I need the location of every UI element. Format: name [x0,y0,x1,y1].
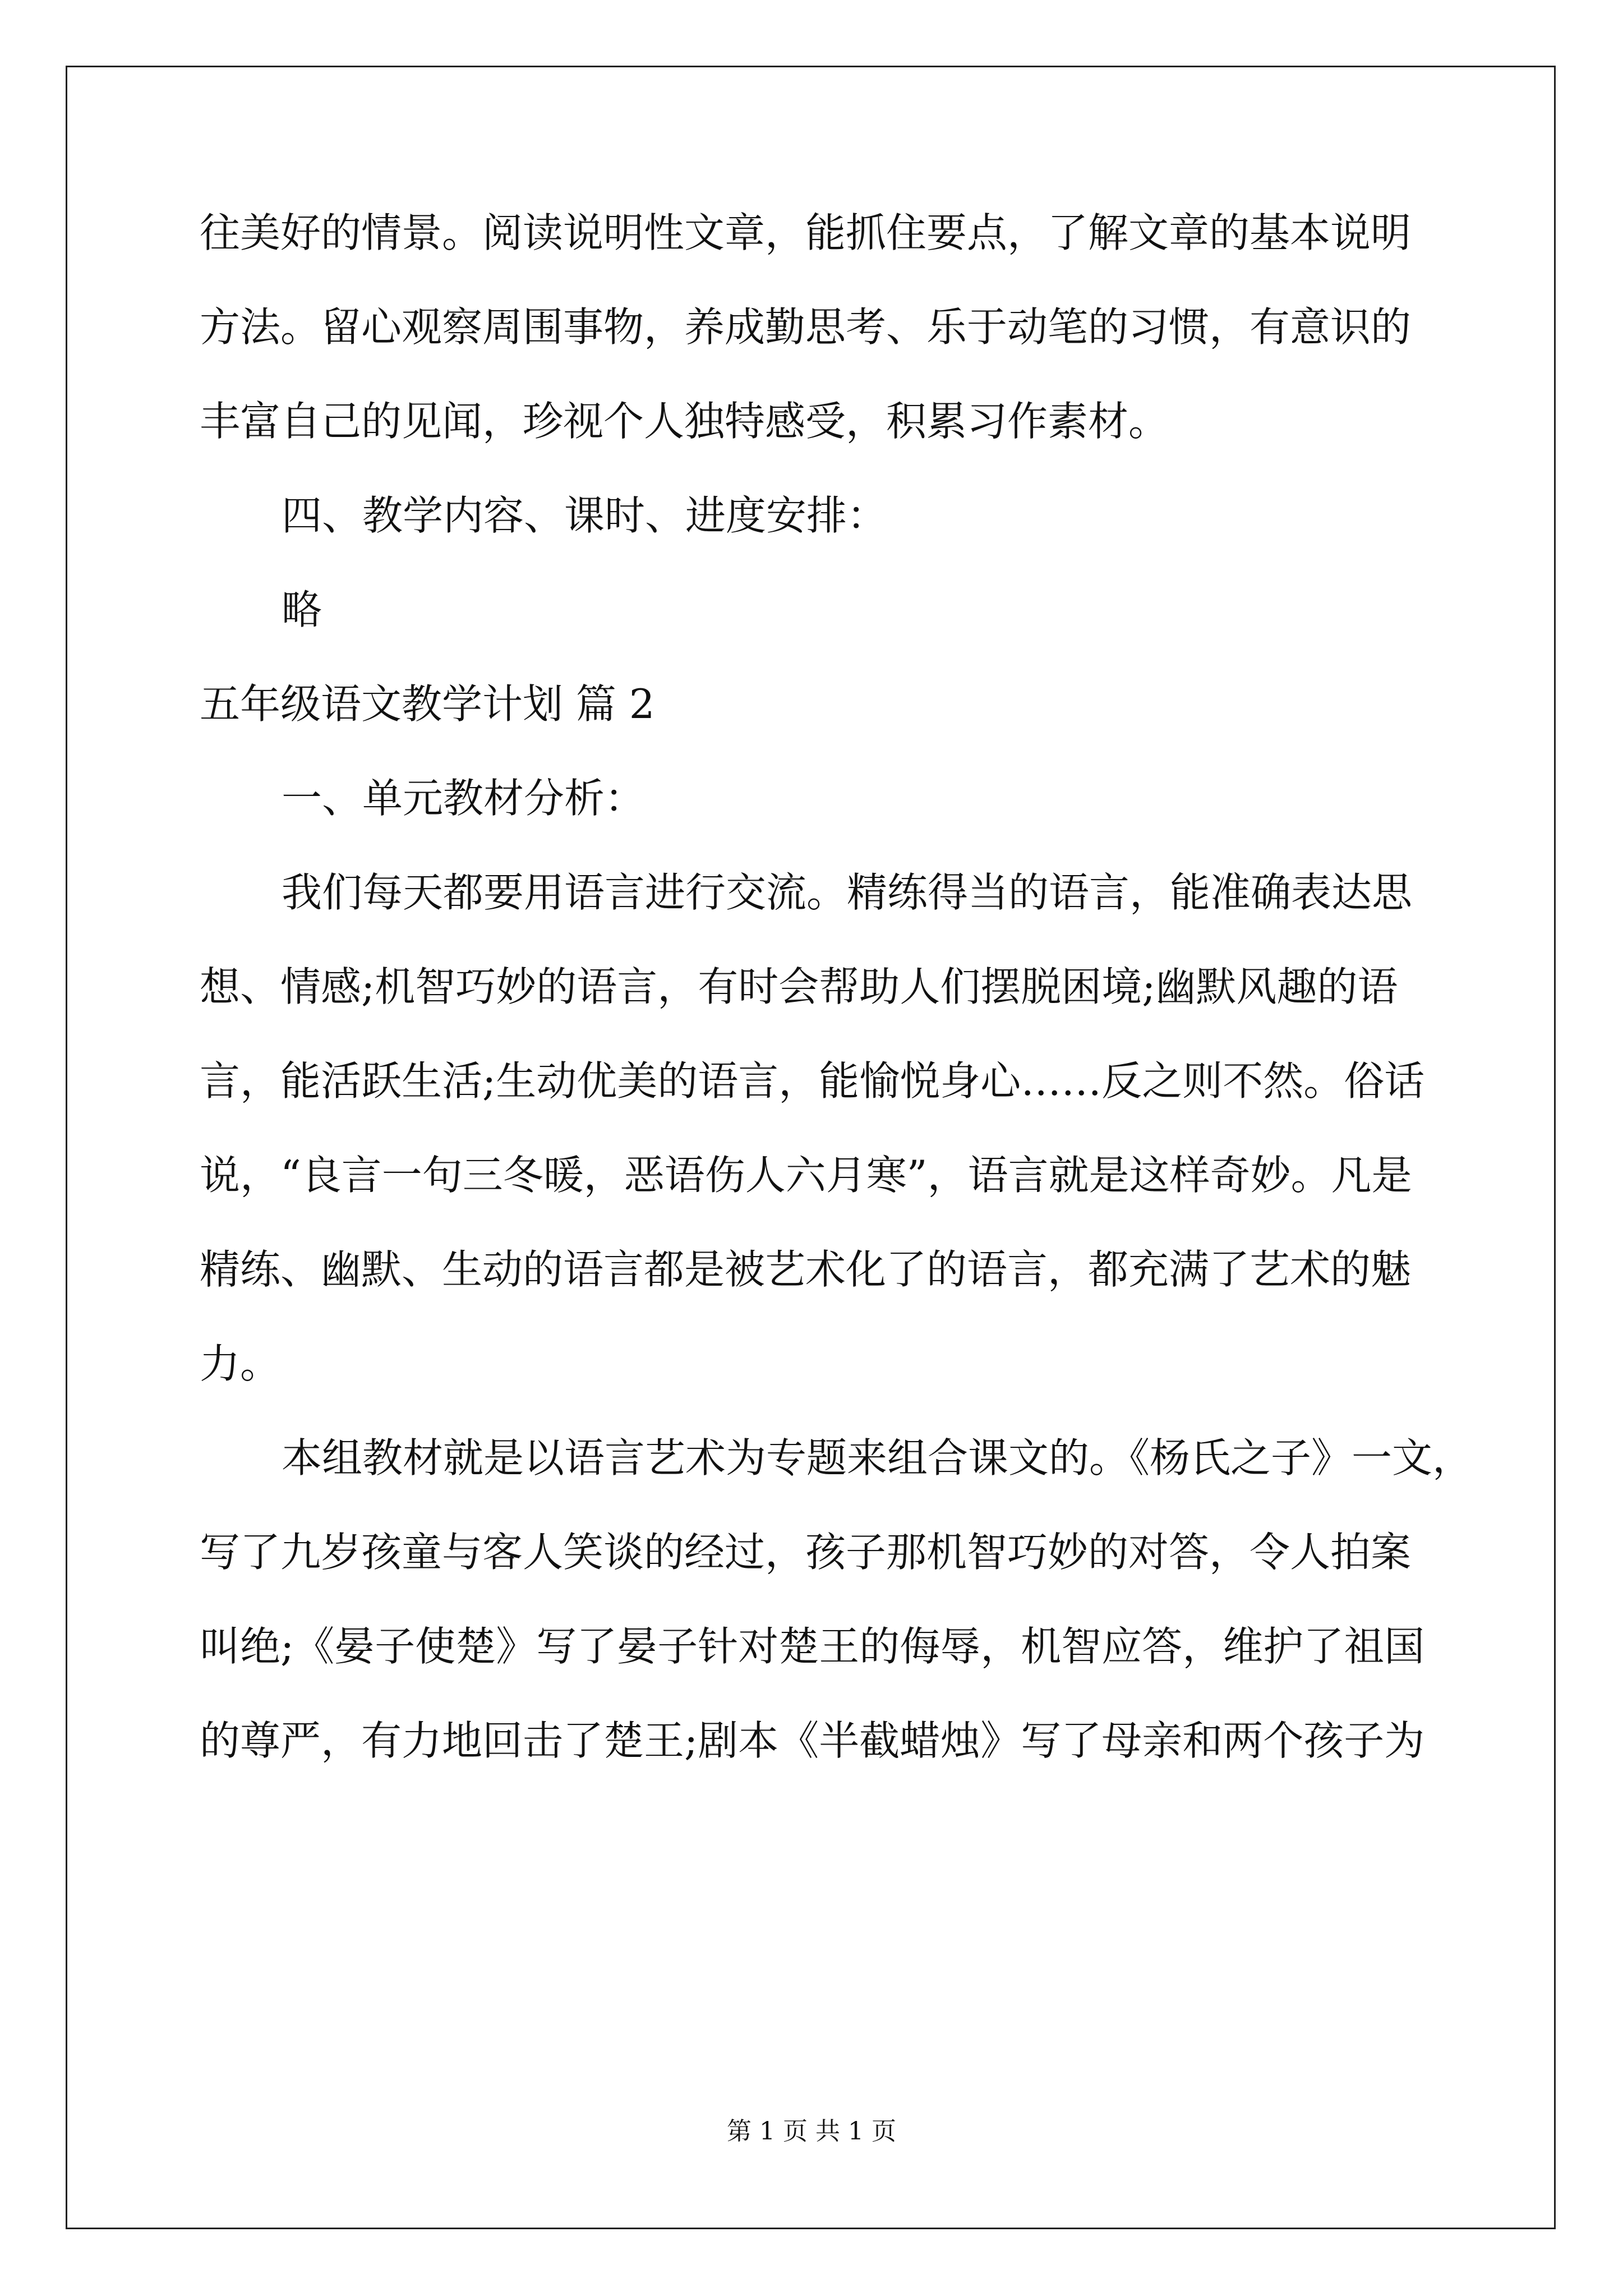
paragraph-line: 叫绝;《晏子使楚》写了晏子针对楚王的侮辱，机智应答，维护了祖国 [200,1623,1425,1670]
paragraph-line: 想、情感;机智巧妙的语言，有时会帮助人们摆脱困境;幽默风趣的语 [200,963,1398,1010]
paragraph-line: 略 [282,586,322,633]
paragraph-line: 本组教材就是以语言艺术为专题来组合课文的。《杨氏之子》一文， [282,1434,1473,1481]
paragraph-line: 写了九岁孩童与客人笑谈的经过，孩子那机智巧妙的对答，令人拍案 [200,1529,1412,1576]
section-heading: 四、教学内容、课时、进度安排： [282,492,888,539]
paragraph-line: 我们每天都要用语言进行交流。精练得当的语言，能准确表达思 [282,869,1413,916]
page-border [66,66,1556,2229]
paragraph-line: 言，能活跃生活;生动优美的语言，能愉悦身心……反之则不然。俗话 [200,1057,1425,1105]
document-title: 五年级语文教学计划 篇 2 [200,680,655,728]
paragraph-line: 丰富自己的见闻，珍视个人独特感受，积累习作素材。 [200,398,1169,445]
paragraph-line: 力。 [200,1340,281,1387]
paragraph-line: 的尊严，有力地回击了楚王;剧本《半截蜡烛》写了母亲和两个孩子为 [200,1717,1425,1764]
paragraph-line: 往美好的情景。阅读说明性文章，能抓住要点，了解文章的基本说明 [200,209,1412,256]
paragraph-line: 说，“良言一句三冬暖，恶语伤人六月寒”，语言就是这样奇妙。凡是 [200,1152,1412,1199]
paragraph-line: 精练、幽默、生动的语言都是被艺术化了的语言，都充满了艺术的魅 [200,1246,1412,1293]
section-heading: 一、单元教材分析： [282,775,645,822]
paragraph-line: 方法。留心观察周围事物，养成勤思考、乐于动笔的习惯，有意识的 [200,303,1412,351]
page-footer: 第 1 页 共 1 页 [727,2117,896,2146]
